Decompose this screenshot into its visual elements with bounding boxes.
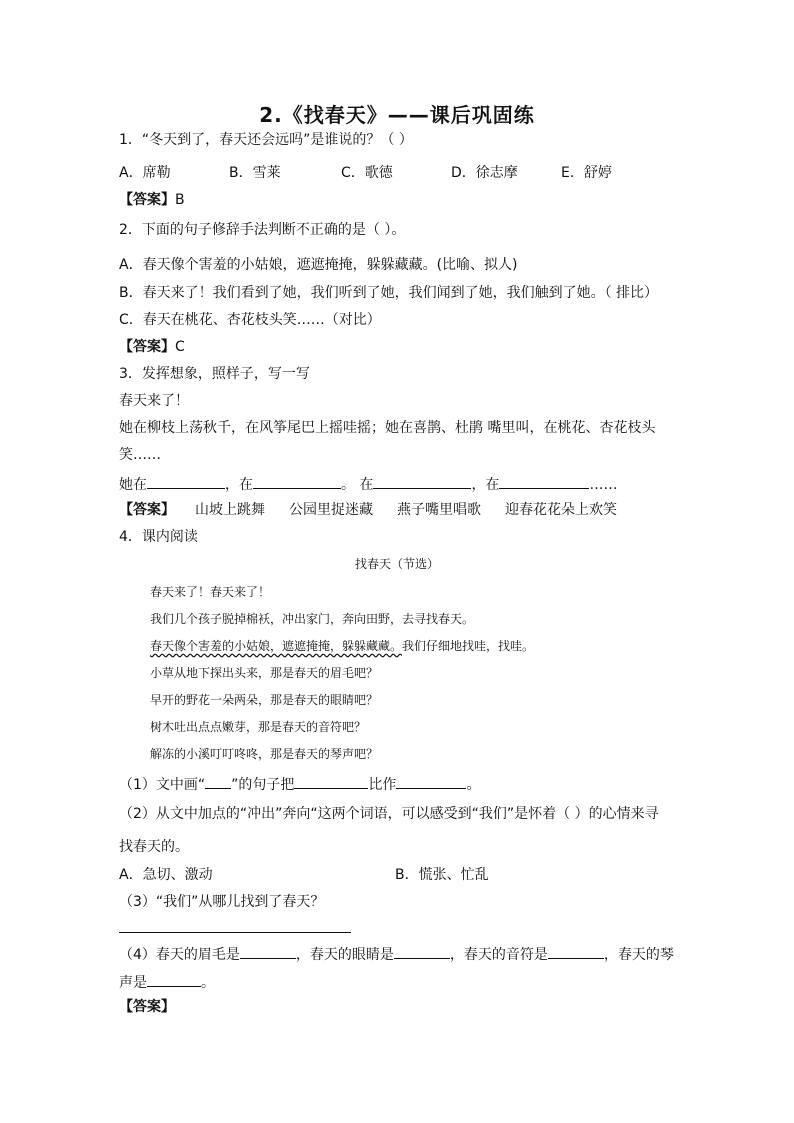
q4-sub1-text: 。 [466,777,481,793]
q4-sub3-answer-line[interactable] [119,932,351,933]
q3-answer [119,500,641,520]
q3-answer-4: 迎春花花朵上欢笑 [505,502,617,518]
q4-sub1-text: （1）文中画“ [119,777,206,793]
answer-label: 【答案】 [119,502,175,518]
passage-line-1: 春天来了！春天来了！ [150,585,271,599]
q4-sub1-mark [205,773,231,789]
q2-option-a: A．春天像个害羞的小姑娘，遮遮掩掩，躲躲藏藏。(比喻、拟人) [119,257,518,273]
passage-line-4: 小草从地下探出头来，那是春天的眉毛吧？ [150,666,379,680]
q1-option-d: D．徐志摩 [451,165,518,181]
passage-line-6: 树木吐出点点嫩芽，那是春天的音符吧？ [150,720,367,734]
q4-sub2-cont: 找春天的。 [119,839,189,855]
q1-option-c: C．歌德 [341,165,393,181]
q1-option-b: B．雪莱 [229,165,281,181]
q4-sub3: （3）“我们”从哪儿找到了春天？ [119,894,325,910]
page-title: 2.《找春天》——课后巩固练 [259,103,535,127]
q3-blank-2[interactable] [253,473,341,489]
q4-sub2-option-a: A．急切、激动 [119,867,213,883]
q3-fill-text: 她在 [119,477,147,493]
q4-sub1-blank-1[interactable] [294,773,368,789]
passage-wavy-sentence: 春天像个害羞的小姑娘，遮遮掩掩，躲躲藏藏。 [150,639,403,653]
q1-option-e: E．舒婷 [561,165,612,181]
q1-stem: 1．“冬天到了，春天还会远吗”是谁说的？（ ） [119,132,413,148]
q3-answer-1: 山坡上跳舞 [195,502,265,518]
q4-sub4-text: ，春天的琴 [603,947,674,963]
q4-sub4-cont [119,971,215,993]
passage-line-2: 我们几个孩子脱掉棉袄，冲出家门，奔向田野，去寻找春天。 [150,612,475,626]
q3-fill-text: …… [589,477,618,493]
q3-example-2: 她在柳枝上荡秋千，在风筝尾巴上摇哇摇；她在喜鹊、杜鹃 嘴里叫，在桃花、杏花枝头 [119,420,656,436]
passage-line-3 [150,637,534,655]
q3-blank-3[interactable] [373,473,471,489]
q4-stem: 4．课内阅读 [119,529,198,545]
q4-sub4-text: ，春天的音符是 [449,947,548,963]
passage-line-3-rest: 我们仔细地找哇，找哇。 [402,639,535,653]
q4-sub4-blank-3[interactable] [548,943,604,959]
q4-sub2-options [119,865,679,885]
q4-sub1-text: ”的句子把 [231,777,295,793]
q3-blank-4[interactable] [499,473,589,489]
q4-sub1 [119,773,480,795]
q3-example-3: 笑…… [119,447,161,463]
q4-sub4-text: ，春天的眼睛是 [295,947,394,963]
q4-sub4-blank-1[interactable] [240,943,296,959]
q4-sub4 [119,943,674,965]
q4-sub4-text: 声是 [119,975,147,991]
q2-answer [119,337,185,357]
q3-stem: 3．发挥想象，照样子，写一写 [119,366,310,382]
q4-sub2: （2）从文中加点的“冲出”奔向“这两个词语，可以感受到“我们”是怀着（ ）的心情来寻 [119,806,659,822]
q4-sub2-option-b: B．慌张、忙乱 [395,867,489,883]
q4-answer-label: 【答案】 [119,999,175,1015]
q2-answer-value: C [175,339,185,355]
q3-answer-2: 公园里捉迷藏 [289,502,373,518]
q3-fill-text: ，在 [225,477,253,493]
q1-answer [119,190,185,210]
q4-sub1-blank-2[interactable] [396,773,466,789]
q3-answer-3: 燕子嘴里唱歌 [397,502,481,518]
q1-options [119,163,679,183]
q3-fill-text: ，在 [471,477,500,493]
q4-sub4-blank-4[interactable] [147,971,201,987]
passage-line-7: 解冻的小溪叮叮咚咚，那是春天的琴声吧？ [150,747,379,761]
q2-stem: 2．下面的句子修辞手法判断不正确的是（ ）。 [119,222,406,238]
q2-option-b: B．春天来了！我们看到了她，我们听到了她，我们闻到了她，我们触到了她。（ 排比） [119,285,659,301]
q3-blank-1[interactable] [147,473,225,489]
q4-sub4-blank-2[interactable] [394,943,450,959]
q3-fill-text: 。 在 [341,477,374,493]
q2-option-c: C．春天在桃花、杏花枝头笑……（对比） [119,312,381,328]
q3-example-1: 春天来了！ [119,393,189,409]
passage-title: 找春天（节选） [354,557,439,571]
q3-fill-line [119,473,617,495]
q1-option-a: A．席勒 [119,165,171,181]
passage-line-5: 早开的野花一朵两朵，那是春天的眼睛吧？ [150,693,379,707]
answer-label: 【答案】 [119,192,175,208]
q4-sub1-text: 比作 [368,777,397,793]
q1-answer-value: B [175,192,185,208]
q4-sub4-text: 。 [201,975,215,991]
q4-sub4-text: （4）春天的眉毛是 [119,947,240,963]
answer-label: 【答案】 [119,339,175,355]
